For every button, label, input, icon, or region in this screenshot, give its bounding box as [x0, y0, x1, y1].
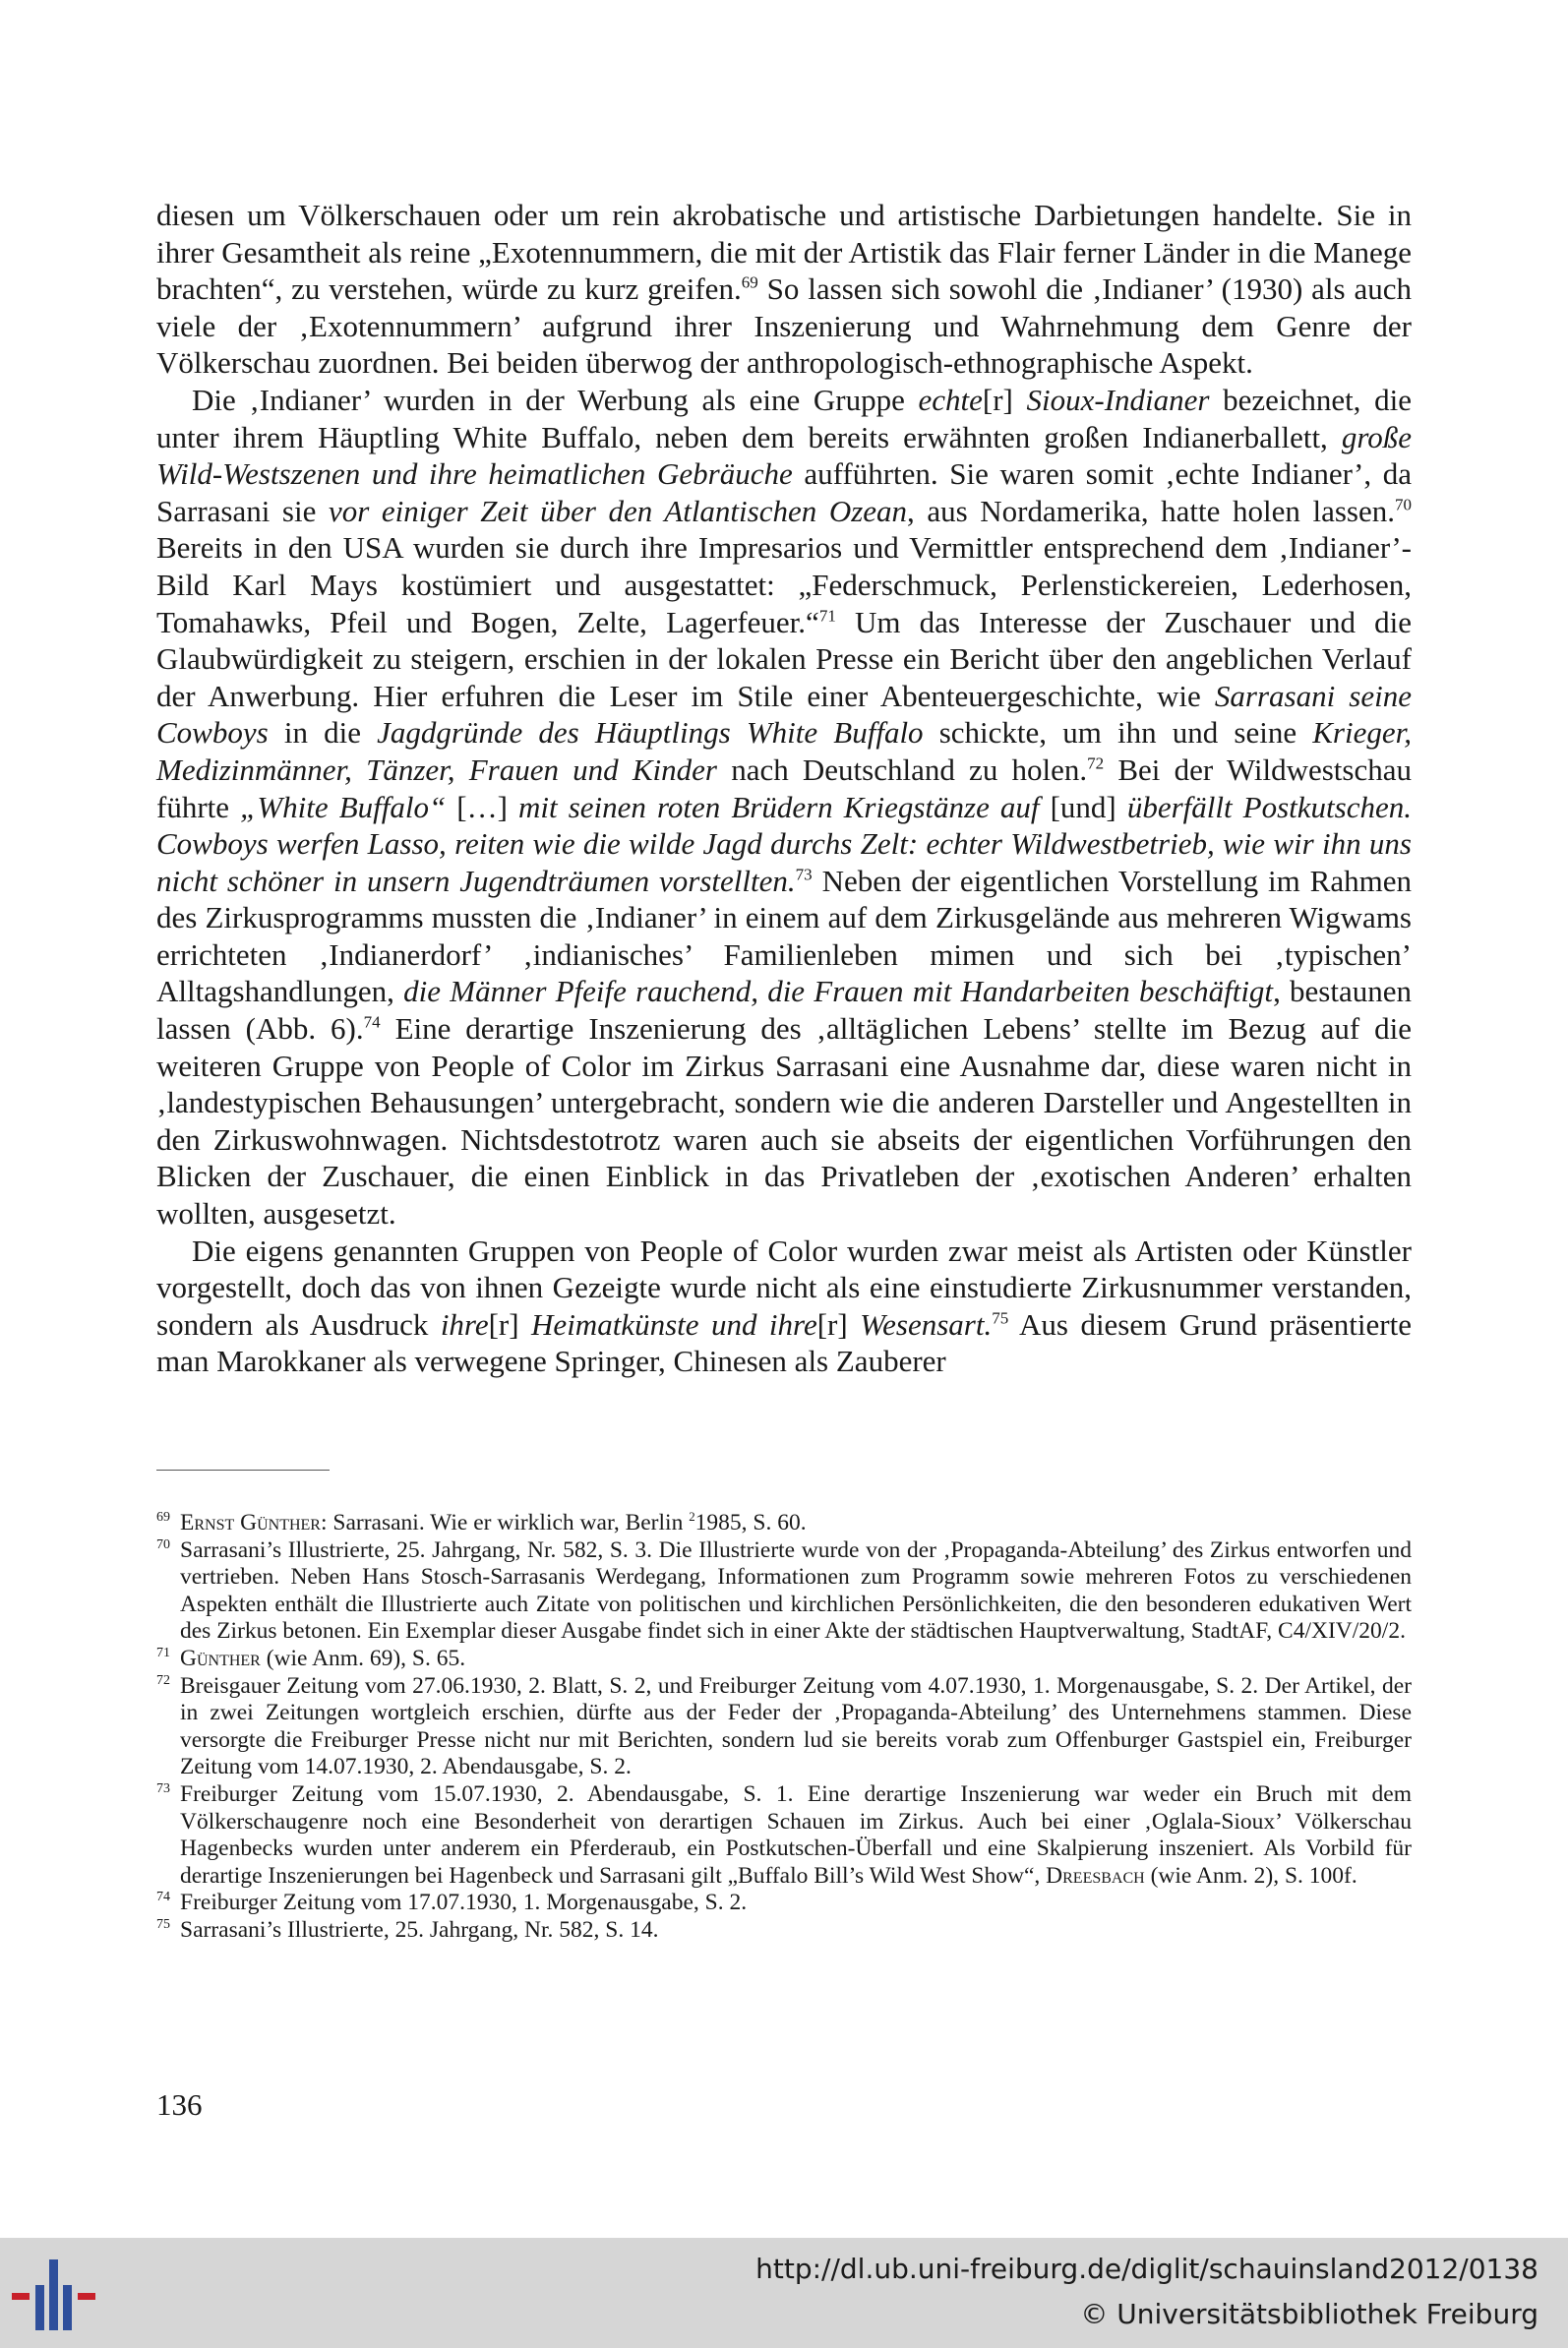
italic-run: Jagdgründe des Häuptlings White Buffalo [377, 715, 924, 751]
italic-run: vor einiger Zeit über den Atlantischen Ozean [328, 493, 908, 528]
source-url[interactable]: http://dl.ub.uni-freiburg.de/diglit/schauinsland2012/0138 [755, 2253, 1538, 2285]
footnote-text: : Sarrasani. Wie er wirklich war, Berlin [320, 1510, 690, 1535]
text-run: schickte, um ihn und seine [923, 715, 1313, 751]
text-run: So lassen sich sowohl die ‚Indianer’ (1930) als auch viele der ‚Exotennummern’ aufgrund ihrer Inszenierung und Wahrnehmung dem Genre der Völkerschau zuordnen. Bei beiden überwog der anthropologisch-ethnographische Aspekt. [156, 271, 1412, 381]
footnote-text: (wie Anm. 69), S. 65. [260, 1645, 466, 1671]
italic-run: große Wild-Westszenen und ihre heimatlichen Gebräuche [156, 419, 1412, 492]
footnote-ref: 74 [363, 1012, 381, 1032]
text-run: , aus Nordamerika, hatte holen lassen. [907, 493, 1395, 528]
paragraph-2 [156, 382, 1412, 1233]
footnote-73 [156, 1781, 1412, 1890]
copyright-notice: © Universitätsbibliothek Freiburg [1080, 2298, 1538, 2330]
text-run: Aus diesem Grund präsentierte man Marokkaner als verwegene Springer, Chinesen als Zauberer [156, 1306, 1412, 1379]
text-run: Bei der Wildwestschau führte [156, 752, 1412, 824]
italic-run: die Männer Pfeife rauchend, die Frauen mit Handarbeiten beschäftigt [403, 974, 1274, 1009]
text-run: Um das Interesse der Zuschauer und die Glaubwürdigkeit zu steigern, erschien in der lokalen Presse ein Bericht über den angeblichen Verlauf der Anwerbung. Hier erfuhren die Leser im Stile einer Abenteuergeschichte, wie [156, 604, 1412, 713]
italic-run: Krieger, Medizinmänner, Tänzer, Frauen und Kinder [156, 715, 1412, 787]
footer-bar [0, 2238, 1568, 2348]
logo-bar-center [49, 2259, 58, 2330]
footnote-75 [156, 1917, 1412, 1945]
italic-run: mit seinen roten Brüdern Kriegstänze auf [518, 789, 1040, 824]
text-run: [r] [488, 1306, 532, 1342]
text-run: [r] [816, 1306, 861, 1342]
logo-dash-left [12, 2293, 30, 2300]
author-name: Ernst Günther [180, 1510, 321, 1535]
footnote-number: 70 [156, 1536, 170, 1552]
footnote-text: 1985, S. 60. [694, 1510, 807, 1535]
footnote-number: 69 [156, 1510, 170, 1525]
page-number: 136 [156, 2087, 203, 2122]
footnote-text: Breisgauer Zeitung vom 27.06.1930, 2. Blatt, S. 2, und Freiburger Zeitung vom 4.07.1930, 1. Morgenausgabe, S. 2. Der Artikel, der in zwei Zeitungen wortgleich erschien, dürfte aus der Feder der ‚Propaganda-Abteilung’ des Unternehmens stammen. Diese versorgte die Freiburger Presse nicht nur mit Berichten, sondern lud sie bereits vorab zum Offenburger Gastspiel ein, Freiburger Zeitung vom 14.07.1930, 2. Abendausgabe, S. 2. [180, 1672, 1412, 1780]
footnote-ref: 72 [1087, 753, 1105, 773]
edition-superscript: 2 [689, 1509, 695, 1525]
text-run: diesen um Völkerschauen oder um rein akrobatische und artistische Darbietungen handelte. Sie in ihrer Gesamtheit als reine „Exotennummern, die mit der Artistik das Flair ferner Länder in die Manege brachten“, zu verstehen, würde zu kurz greifen. [156, 198, 1412, 307]
footnote-number: 73 [156, 1780, 170, 1796]
italic-run: echte [918, 382, 983, 417]
text-run: Neben der eigentlichen Vorstellung im Rahmen des Zirkusprogramms mussten die ‚Indianer’ in einem auf dem Zirkusgelände aus mehreren Wigwams errichteten ‚Indianerdorf’ ‚indianisches’ Familienleben mimen und sich bei ‚typischen’ Alltagshandlungen, [156, 863, 1412, 1009]
footnote-divider [156, 1470, 330, 1471]
italic-run: Wesensart. [860, 1306, 993, 1342]
main-text [156, 197, 1412, 1380]
text-run: in die [268, 715, 378, 751]
footnote-number: 75 [156, 1916, 170, 1932]
text-run: Bereits in den USA wurden sie durch ihre Impresarios und Vermittler entsprechend dem ‚Indianer’-Bild Karl Mays kostümiert und ausgestattet: „Federschmuck, Perlenstickereien, Lederhosen, Tomahawks, Pfeil und Bogen, Zelte, Lagerfeuer.“ [156, 530, 1412, 639]
text-run: bezeichnet, die unter ihrem Häuptling White Buffalo, neben dem bereits erwähnten großen Indianerballett, [156, 382, 1412, 454]
logo-dash-right [78, 2293, 95, 2300]
text-run: aufführten. Sie waren somit ‚echte Indianer’, da Sarrasani sie [156, 456, 1412, 528]
logo-bar-left [35, 2285, 44, 2330]
footnote-72 [156, 1673, 1412, 1781]
text-run: Die eigens genannten Gruppen von People of Color wurden zwar meist als Artisten oder Künstler vorgestellt, doch das von ihnen Gezeigte wurde nicht als eine einstudierte Zirkusnummer verstanden, sondern als Ausdruck [156, 1233, 1412, 1342]
footnote-number: 71 [156, 1645, 170, 1660]
footnote-number: 74 [156, 1890, 170, 1905]
footnote-number: 72 [156, 1672, 170, 1688]
author-name: Günther [180, 1645, 261, 1671]
italic-run: Sarrasani seine Cowboys [156, 678, 1413, 751]
footnote-ref: 75 [992, 1308, 1009, 1328]
footnote-text: Freiburger Zeitung vom 15.07.1930, 2. Abendausgabe, S. 1. Eine derartige Inszenierung war weder ein Bruch mit dem Völkerschaugenre noch eine Besonderheit von derartigen Schauen im Zirkus. Auch bei einer ‚Oglala-Sioux’ Völkerschau Hagenbecks wurden unter anderem ein Pferderaub, ein Postkutschen-Überfall und eine Skalpierung inszeniert. Als Vorbild für derartige Inszenierungen bei Hagenbeck und Sarrasani gilt „Buffalo Bill’s Wild West Show“, [180, 1780, 1412, 1889]
footnote-ref: 71 [818, 606, 836, 626]
text-run: nach Deutschland zu holen. [717, 752, 1088, 787]
text-run: […] [446, 789, 519, 824]
italic-run: Sioux-Indianer [1026, 382, 1210, 417]
footnote-ref: 70 [1394, 495, 1412, 514]
footnote-71 [156, 1646, 1412, 1673]
italic-run: Heimatkünste und ihre [531, 1306, 817, 1342]
ub-freiburg-logo-icon [8, 2256, 102, 2334]
text-run: Eine derartige Inszenierung des ‚alltäglichen Lebens’ stellte im Bezug auf die weiteren Gruppe von People of Color im Zirkus Sarrasani eine Ausnahme dar, diese waren nicht in ‚landestypischen Behausungen’ untergebracht, sondern wie die anderen Darsteller und Angestellten in den Zirkuswohnwagen. Nichtsdestotrotz waren auch sie abseits der eigentlichen Vorführungen den Blicken der Zuschauer, die einen Einblick in das Privatleben der ‚exotischen Anderen’ erhalten wollten, ausgesetzt. [156, 1011, 1412, 1232]
footnote-ref: 73 [795, 865, 813, 884]
text-run: [r] [982, 382, 1027, 417]
text-run: [und] [1039, 789, 1127, 824]
footnote-74 [156, 1890, 1412, 1917]
footnote-text: Sarrasani’s Illustrierte, 25. Jahrgang, Nr. 582, S. 14. [180, 1916, 659, 1943]
italic-run: überfällt Postkutschen. Cowboys werfen Lasso, reiten wie die wilde Jagd durchs Zelt: echter Wildwestbetrieb, wie wir ihn uns nicht schöner in unsern Jugendträumen vorstellten. [156, 789, 1412, 898]
footnote-text: Sarrasani’s Illustrierte, 25. Jahrgang, Nr. 582, S. 3. Die Illustrierte wurde von der ‚Propaganda-Abteilung’ des Zirkus entworfen und vertrieben. Neben Hans Stosch-Sarrasanis Werdegang, Informationen zum Programm sowie mehreren Fotos zu verschiedenen Aspekten enthält die Illustrierte auch Zitate von politischen und kirchlichen Persönlichkeiten, die den besonderen edukativen Wert des Zirkus betonen. Ein Exemplar dieser Ausgabe findet sich in einer Akte der städtischen Hauptverwaltung, StadtAF, C4/XIV/20/2. [180, 1536, 1412, 1645]
text-run: Die ‚Indianer’ wurden in der Werbung als eine Gruppe [192, 382, 919, 417]
paragraph-3 [156, 1233, 1412, 1380]
italic-run: „White Buffalo“ [240, 789, 447, 824]
paragraph-1 [156, 197, 1412, 382]
text-run: , bestaunen lassen (Abb. 6). [156, 974, 1412, 1047]
footnote-ref: 69 [741, 272, 758, 292]
logo-bar-right [63, 2285, 72, 2330]
footnote-text: (wie Anm. 2), S. 100f. [1144, 1862, 1357, 1889]
footnote-text: Freiburger Zeitung vom 17.07.1930, 1. Morgenausgabe, S. 2. [180, 1890, 748, 1916]
footnote-70 [156, 1537, 1412, 1646]
author-name: Dreesbach [1046, 1862, 1145, 1889]
footnote-69 [156, 1510, 1412, 1537]
footnotes [156, 1510, 1412, 1945]
italic-run: ihre [440, 1306, 489, 1342]
